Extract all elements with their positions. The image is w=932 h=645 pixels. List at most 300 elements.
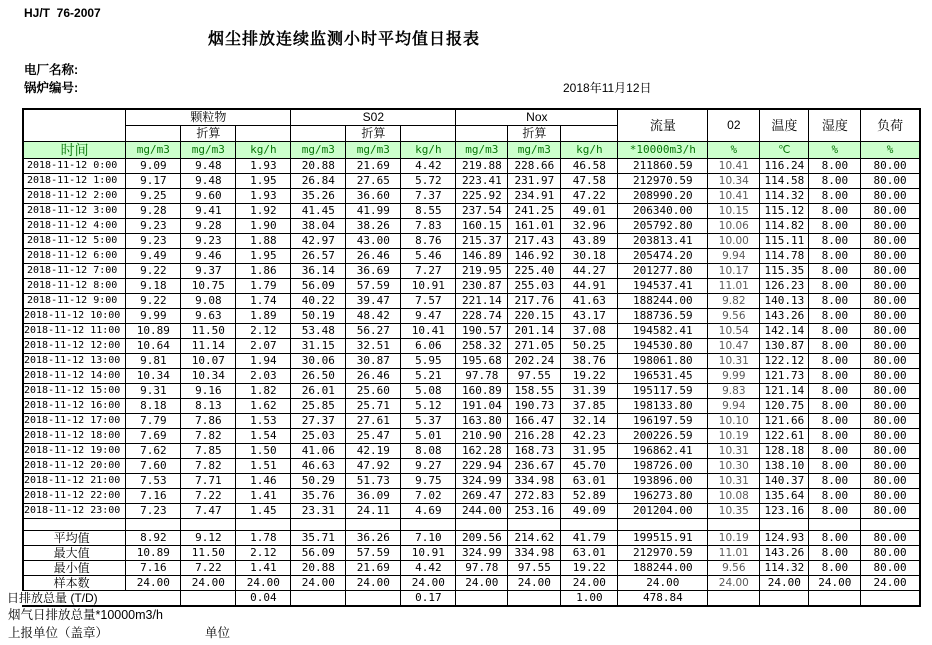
value-cell: 63.01 <box>561 474 618 489</box>
value-cell: 208990.20 <box>618 189 708 204</box>
value-cell: 53.48 <box>291 324 346 339</box>
table-body <box>7 159 920 607</box>
value-cell: 7.79 <box>126 414 181 429</box>
value-cell: 1.95 <box>236 249 291 264</box>
value-cell: 229.94 <box>456 459 508 474</box>
value-cell: 120.75 <box>760 399 809 414</box>
value-cell: 114.78 <box>760 249 809 264</box>
time-cell: 2018-11-12 11:00 <box>23 324 126 339</box>
value-cell: 219.95 <box>456 264 508 279</box>
value-cell: 9.27 <box>401 459 456 474</box>
value-cell: 19.22 <box>561 561 618 576</box>
spacer-cell <box>126 519 181 531</box>
value-cell: 9.37 <box>181 264 236 279</box>
value-cell: 51.73 <box>346 474 401 489</box>
value-cell: 269.47 <box>456 489 508 504</box>
value-cell: 31.95 <box>561 444 618 459</box>
value-cell: 214.62 <box>508 531 561 546</box>
value-cell: 57.59 <box>346 279 401 294</box>
spacer-cell <box>508 519 561 531</box>
value-cell: 19.22 <box>561 369 618 384</box>
value-cell: 191.04 <box>456 399 508 414</box>
value-cell: 8.00 <box>809 234 861 249</box>
o2-header: 02 <box>708 109 760 142</box>
value-cell: 45.70 <box>561 459 618 474</box>
value-cell: 9.99 <box>708 369 760 384</box>
value-cell: 190.57 <box>456 324 508 339</box>
spacer-cell <box>861 519 920 531</box>
unit-cell: kg/h <box>401 142 456 159</box>
value-cell: 57.59 <box>346 546 401 561</box>
value-cell: 36.09 <box>346 489 401 504</box>
value-cell: 24.00 <box>236 576 291 591</box>
value-cell: 7.62 <box>126 444 181 459</box>
value-cell: 4.42 <box>401 561 456 576</box>
data-row <box>23 459 920 474</box>
unit-cell: ℃ <box>760 142 809 159</box>
value-cell: 9.81 <box>126 354 181 369</box>
summary-row <box>23 531 920 546</box>
value-cell: 166.47 <box>508 414 561 429</box>
value-cell: 9.75 <box>401 474 456 489</box>
value-cell: 26.46 <box>346 249 401 264</box>
value-cell: 8.00 <box>809 561 861 576</box>
value-cell: 80.00 <box>861 369 920 384</box>
value-cell: 48.42 <box>346 309 401 324</box>
value-cell: 8.00 <box>809 369 861 384</box>
value-cell: 80.00 <box>861 531 920 546</box>
data-row <box>23 309 920 324</box>
value-cell <box>809 591 861 607</box>
value-cell: 30.18 <box>561 249 618 264</box>
value-cell: 35.76 <box>291 489 346 504</box>
value-cell: 220.15 <box>508 309 561 324</box>
data-row <box>23 504 920 519</box>
value-cell: 324.99 <box>456 474 508 489</box>
summary-label: 样本数 <box>23 576 126 591</box>
unit-cell: mg/m3 <box>346 142 401 159</box>
value-cell: 9.17 <box>126 174 181 189</box>
time-cell: 2018-11-12 0:00 <box>23 159 126 174</box>
value-cell: 8.00 <box>809 159 861 174</box>
unit-cell: kg/h <box>561 142 618 159</box>
value-cell: 195.68 <box>456 354 508 369</box>
value-cell: 26.84 <box>291 174 346 189</box>
spacer-cell <box>291 519 346 531</box>
value-cell: 223.41 <box>456 174 508 189</box>
value-cell: 43.17 <box>561 309 618 324</box>
value-cell: 80.00 <box>861 234 920 249</box>
value-cell: 1.82 <box>236 384 291 399</box>
value-cell: 1.46 <box>236 474 291 489</box>
value-cell: 42.23 <box>561 429 618 444</box>
value-cell: 114.58 <box>760 174 809 189</box>
value-cell: 255.03 <box>508 279 561 294</box>
value-cell: 1.89 <box>236 309 291 324</box>
value-cell: 36.26 <box>346 531 401 546</box>
value-cell: 9.12 <box>181 531 236 546</box>
value-cell: 8.18 <box>126 399 181 414</box>
value-cell: 41.99 <box>346 204 401 219</box>
data-row <box>23 234 920 249</box>
value-cell: 241.25 <box>508 204 561 219</box>
value-cell: 7.83 <box>401 219 456 234</box>
time-cell: 2018-11-12 17:00 <box>23 414 126 429</box>
value-cell: 217.76 <box>508 294 561 309</box>
value-cell: 6.06 <box>401 339 456 354</box>
time-cell: 2018-11-12 3:00 <box>23 204 126 219</box>
value-cell: 5.46 <box>401 249 456 264</box>
value-cell: 31.39 <box>561 384 618 399</box>
unit-cell: *10000m3/h <box>618 142 708 159</box>
value-cell: 38.04 <box>291 219 346 234</box>
value-cell: 1.93 <box>236 189 291 204</box>
value-cell <box>346 591 401 607</box>
value-cell: 11.01 <box>708 546 760 561</box>
value-cell: 1.45 <box>236 504 291 519</box>
value-cell: 80.00 <box>861 489 920 504</box>
value-cell: 1.51 <box>236 459 291 474</box>
value-cell: 219.88 <box>456 159 508 174</box>
value-cell: 47.58 <box>561 174 618 189</box>
value-cell: 9.82 <box>708 294 760 309</box>
value-cell: 9.83 <box>708 384 760 399</box>
value-cell: 2.12 <box>236 546 291 561</box>
value-cell: 8.00 <box>809 444 861 459</box>
group-header-row <box>23 109 920 126</box>
value-cell: 44.27 <box>561 264 618 279</box>
value-cell: 146.92 <box>508 249 561 264</box>
value-cell: 23.31 <box>291 504 346 519</box>
value-cell: 9.56 <box>708 561 760 576</box>
unit-cell: mg/m3 <box>126 142 181 159</box>
value-cell: 24.00 <box>346 576 401 591</box>
data-row <box>23 249 920 264</box>
plant-name-label: 电厂名称: <box>24 63 79 77</box>
value-cell: 11.50 <box>181 324 236 339</box>
value-cell: 5.21 <box>401 369 456 384</box>
value-cell: 236.67 <box>508 459 561 474</box>
time-cell: 2018-11-12 7:00 <box>23 264 126 279</box>
value-cell: 36.14 <box>291 264 346 279</box>
value-cell: 1.93 <box>236 159 291 174</box>
value-cell: 7.86 <box>181 414 236 429</box>
value-cell: 114.32 <box>760 561 809 576</box>
value-cell: 1.90 <box>236 219 291 234</box>
value-cell: 2.07 <box>236 339 291 354</box>
time-cell: 2018-11-12 22:00 <box>23 489 126 504</box>
value-cell: 8.55 <box>401 204 456 219</box>
value-cell: 21.69 <box>346 159 401 174</box>
data-row <box>23 429 920 444</box>
value-cell: 8.00 <box>809 294 861 309</box>
value-cell: 193896.00 <box>618 474 708 489</box>
value-cell: 49.09 <box>561 504 618 519</box>
value-cell: 9.94 <box>708 399 760 414</box>
value-cell: 24.11 <box>346 504 401 519</box>
value-cell: 56.09 <box>291 279 346 294</box>
value-cell: 9.08 <box>181 294 236 309</box>
boiler-number-label: 锅炉编号: <box>24 81 79 95</box>
value-cell: 10.91 <box>401 546 456 561</box>
value-cell: 121.14 <box>760 384 809 399</box>
value-cell: 31.15 <box>291 339 346 354</box>
value-cell: 80.00 <box>861 324 920 339</box>
value-cell: 27.37 <box>291 414 346 429</box>
value-cell: 41.06 <box>291 444 346 459</box>
value-cell: 143.26 <box>760 546 809 561</box>
value-cell: 194582.41 <box>618 324 708 339</box>
value-cell: 8.00 <box>809 546 861 561</box>
value-cell: 9.47 <box>401 309 456 324</box>
value-cell: 115.11 <box>760 234 809 249</box>
value-cell: 195117.59 <box>618 384 708 399</box>
value-cell: 9.56 <box>708 309 760 324</box>
value-cell: 9.28 <box>181 219 236 234</box>
value-cell: 130.87 <box>760 339 809 354</box>
value-cell: 10.15 <box>708 204 760 219</box>
value-cell: 272.83 <box>508 489 561 504</box>
value-cell: 37.08 <box>561 324 618 339</box>
value-cell <box>456 591 508 607</box>
value-cell: 158.55 <box>508 384 561 399</box>
value-cell: 9.23 <box>126 219 181 234</box>
time-header-spacer <box>23 109 126 142</box>
time-cell: 2018-11-12 6:00 <box>23 249 126 264</box>
value-cell: 198726.00 <box>618 459 708 474</box>
value-cell: 140.13 <box>760 294 809 309</box>
value-cell: 4.42 <box>401 159 456 174</box>
value-cell: 135.64 <box>760 489 809 504</box>
value-cell: 10.75 <box>181 279 236 294</box>
value-cell: 160.89 <box>456 384 508 399</box>
value-cell: 200226.59 <box>618 429 708 444</box>
nox-converted-header: 折算 <box>508 126 561 142</box>
time-cell: 2018-11-12 14:00 <box>23 369 126 384</box>
value-cell: 80.00 <box>861 444 920 459</box>
value-cell: 80.00 <box>861 414 920 429</box>
nox-group-header: Nox <box>456 109 618 126</box>
value-cell: 210.90 <box>456 429 508 444</box>
value-cell: 237.54 <box>456 204 508 219</box>
spacer-cell <box>760 519 809 531</box>
value-cell: 8.00 <box>809 279 861 294</box>
value-cell: 231.97 <box>508 174 561 189</box>
value-cell: 9.09 <box>126 159 181 174</box>
value-cell: 7.57 <box>401 294 456 309</box>
value-cell: 5.12 <box>401 399 456 414</box>
value-cell: 116.24 <box>760 159 809 174</box>
value-cell: 217.43 <box>508 234 561 249</box>
value-cell: 26.57 <box>291 249 346 264</box>
value-cell: 97.55 <box>508 369 561 384</box>
unit-cell: mg/m3 <box>508 142 561 159</box>
time-cell: 2018-11-12 5:00 <box>23 234 126 249</box>
value-cell: 7.47 <box>181 504 236 519</box>
value-cell: 8.00 <box>809 399 861 414</box>
value-cell: 10.89 <box>126 324 181 339</box>
value-cell: 25.71 <box>346 399 401 414</box>
value-cell: 10.31 <box>708 444 760 459</box>
value-cell: 228.74 <box>456 309 508 324</box>
value-cell <box>861 591 920 607</box>
value-cell: 80.00 <box>861 354 920 369</box>
value-cell: 25.47 <box>346 429 401 444</box>
value-cell: 140.37 <box>760 474 809 489</box>
value-cell: 9.99 <box>126 309 181 324</box>
value-cell: 38.76 <box>561 354 618 369</box>
unit-label: 单位 <box>205 626 231 640</box>
value-cell: 63.01 <box>561 546 618 561</box>
value-cell <box>708 591 760 607</box>
value-cell: 80.00 <box>861 474 920 489</box>
summary-label <box>7 591 126 607</box>
value-cell: 8.00 <box>809 414 861 429</box>
value-cell: 24.00 <box>401 576 456 591</box>
value-cell <box>181 591 236 607</box>
value-cell: 10.19 <box>708 429 760 444</box>
value-cell: 9.60 <box>181 189 236 204</box>
value-cell: 7.10 <box>401 531 456 546</box>
value-cell: 7.53 <box>126 474 181 489</box>
value-cell: 24.00 <box>456 576 508 591</box>
unit-cell: mg/m3 <box>181 142 236 159</box>
summary-row <box>23 576 920 591</box>
value-cell: 203813.41 <box>618 234 708 249</box>
units-header-row <box>23 142 920 159</box>
value-cell: 7.27 <box>401 264 456 279</box>
value-cell: 80.00 <box>861 249 920 264</box>
value-cell: 24.00 <box>618 576 708 591</box>
data-row <box>23 279 920 294</box>
so2-group-header: S02 <box>291 109 456 126</box>
value-cell: 80.00 <box>861 204 920 219</box>
spacer-cell <box>181 519 236 531</box>
value-cell: 24.00 <box>291 576 346 591</box>
time-cell: 2018-11-12 23:00 <box>23 504 126 519</box>
value-cell: 163.80 <box>456 414 508 429</box>
value-cell: 39.47 <box>346 294 401 309</box>
value-cell: 10.41 <box>401 324 456 339</box>
data-row <box>23 444 920 459</box>
value-cell: 41.63 <box>561 294 618 309</box>
pm-group-header: 颗粒物 <box>126 109 291 126</box>
value-cell: 1.94 <box>236 354 291 369</box>
value-cell: 35.71 <box>291 531 346 546</box>
value-cell: 115.35 <box>760 264 809 279</box>
value-cell: 80.00 <box>861 294 920 309</box>
value-cell: 199515.91 <box>618 531 708 546</box>
flow-unit-note: 烟气日排放总量*10000m3/h <box>8 608 163 622</box>
value-cell: 143.26 <box>760 309 809 324</box>
value-cell: 80.00 <box>861 339 920 354</box>
value-cell: 8.00 <box>809 324 861 339</box>
value-cell: 8.00 <box>809 489 861 504</box>
value-cell: 24.00 <box>809 576 861 591</box>
value-cell: 80.00 <box>861 219 920 234</box>
value-cell: 7.69 <box>126 429 181 444</box>
value-cell: 24.00 <box>126 576 181 591</box>
value-cell: 7.23 <box>126 504 181 519</box>
value-cell: 5.72 <box>401 174 456 189</box>
value-cell: 50.29 <box>291 474 346 489</box>
value-cell: 47.92 <box>346 459 401 474</box>
value-cell: 97.78 <box>456 369 508 384</box>
value-cell: 230.87 <box>456 279 508 294</box>
value-cell: 10.47 <box>708 339 760 354</box>
time-cell: 2018-11-12 1:00 <box>23 174 126 189</box>
value-cell: 25.60 <box>346 384 401 399</box>
value-cell: 37.85 <box>561 399 618 414</box>
value-cell: 188736.59 <box>618 309 708 324</box>
value-cell: 41.79 <box>561 531 618 546</box>
value-cell: 80.00 <box>861 189 920 204</box>
unit-cell: kg/h <box>236 142 291 159</box>
value-cell: 32.14 <box>561 414 618 429</box>
value-cell: 114.32 <box>760 189 809 204</box>
value-cell: 80.00 <box>861 459 920 474</box>
value-cell: 8.00 <box>809 474 861 489</box>
time-cell: 2018-11-12 13:00 <box>23 354 126 369</box>
value-cell: 205792.80 <box>618 219 708 234</box>
value-cell: 30.06 <box>291 354 346 369</box>
value-cell: 46.58 <box>561 159 618 174</box>
value-cell: 212970.59 <box>618 174 708 189</box>
value-cell: 244.00 <box>456 504 508 519</box>
data-row <box>23 219 920 234</box>
value-cell: 201204.00 <box>618 504 708 519</box>
value-cell: 10.35 <box>708 504 760 519</box>
value-cell: 212970.59 <box>618 546 708 561</box>
value-cell: 10.10 <box>708 414 760 429</box>
value-cell: 41.45 <box>291 204 346 219</box>
report-date: 2018年11月12日 <box>563 81 652 95</box>
value-cell <box>291 591 346 607</box>
value-cell: 5.08 <box>401 384 456 399</box>
value-cell: 334.98 <box>508 546 561 561</box>
value-cell: 8.00 <box>809 429 861 444</box>
value-cell: 271.05 <box>508 339 561 354</box>
value-cell: 32.51 <box>346 339 401 354</box>
data-row <box>23 204 920 219</box>
value-cell: 160.15 <box>456 219 508 234</box>
value-cell: 114.82 <box>760 219 809 234</box>
time-cell: 2018-11-12 15:00 <box>23 384 126 399</box>
value-cell: 7.22 <box>181 561 236 576</box>
unit-cell: % <box>861 142 920 159</box>
time-cell: 2018-11-12 12:00 <box>23 339 126 354</box>
value-cell: 10.06 <box>708 219 760 234</box>
value-cell: 49.01 <box>561 204 618 219</box>
spacer-cell <box>23 519 126 531</box>
value-cell: 80.00 <box>861 399 920 414</box>
value-cell: 234.91 <box>508 189 561 204</box>
value-cell: 10.07 <box>181 354 236 369</box>
value-cell: 7.02 <box>401 489 456 504</box>
value-cell: 215.37 <box>456 234 508 249</box>
value-cell: 221.14 <box>456 294 508 309</box>
value-cell: 10.34 <box>181 369 236 384</box>
value-cell: 1.92 <box>236 204 291 219</box>
value-cell: 9.63 <box>181 309 236 324</box>
value-cell: 128.18 <box>760 444 809 459</box>
value-cell: 80.00 <box>861 546 920 561</box>
value-cell: 225.40 <box>508 264 561 279</box>
value-cell: 198133.80 <box>618 399 708 414</box>
value-cell: 202.24 <box>508 354 561 369</box>
data-row <box>23 384 920 399</box>
value-cell: 80.00 <box>861 174 920 189</box>
